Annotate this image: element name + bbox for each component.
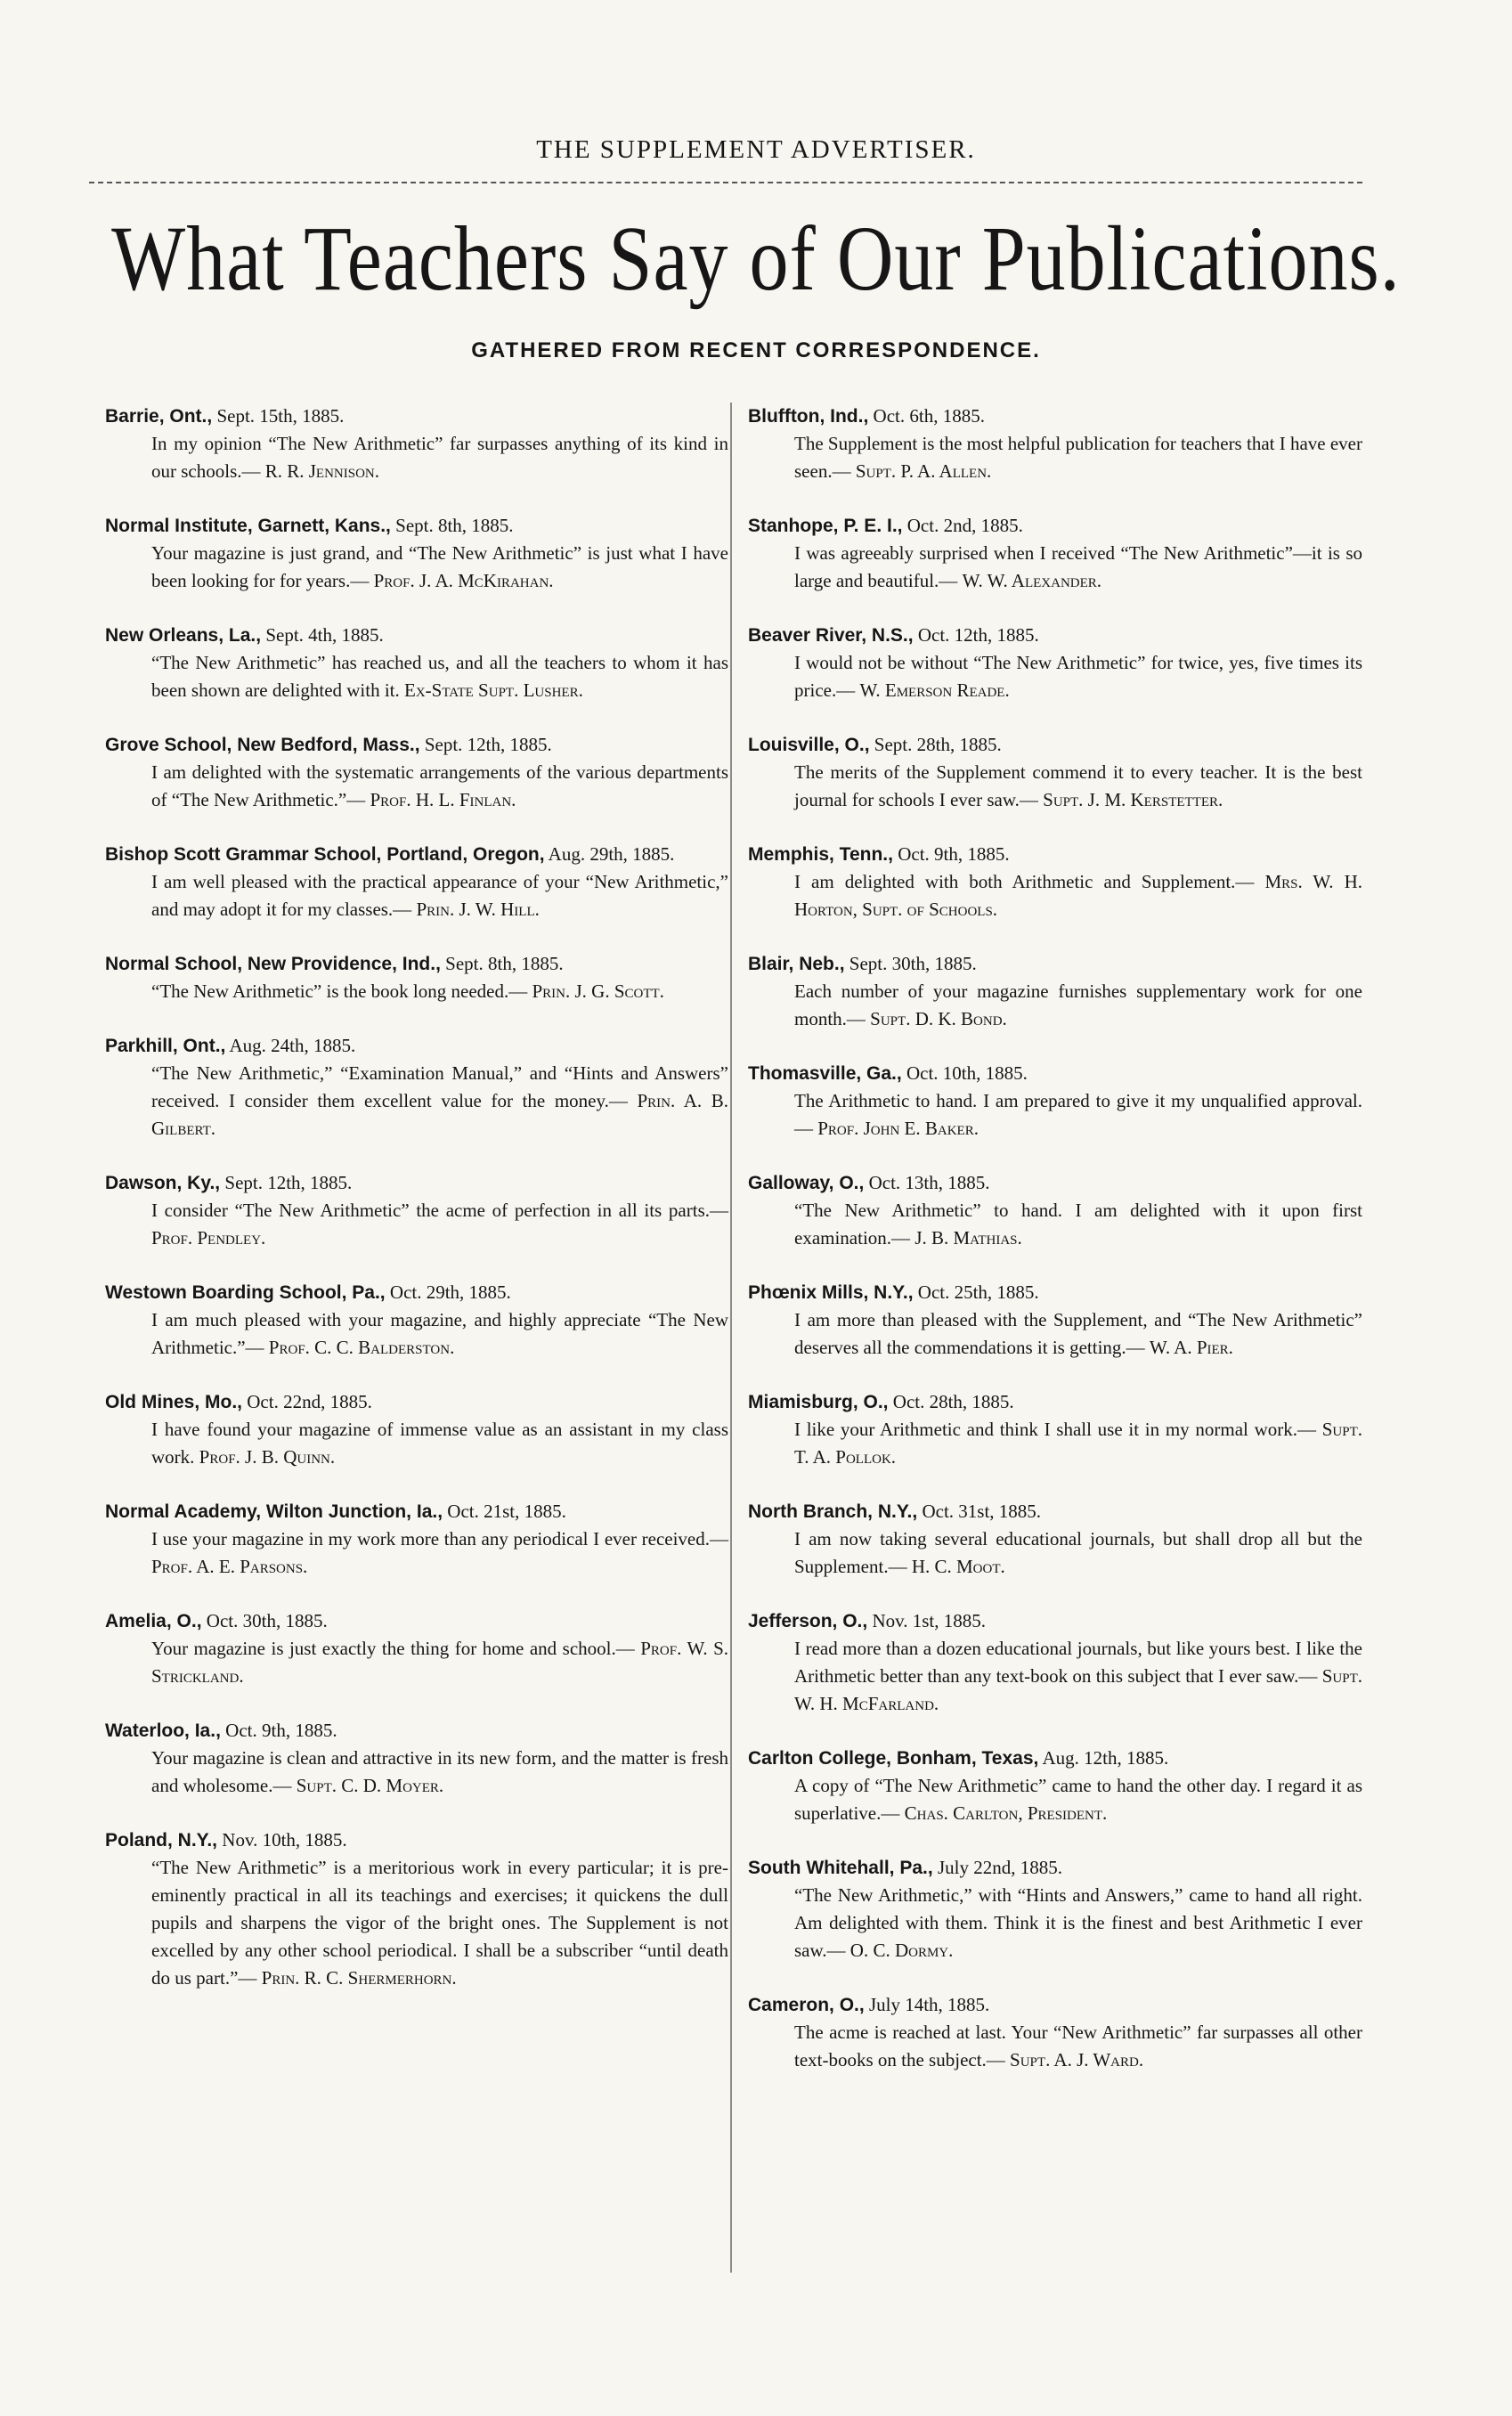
testimonial-signature: Prof. W. S. Strickland.: [151, 1638, 729, 1687]
testimonial-text: I am much pleased with your magazine, and highly appreciate “The New Arithmetic.”—: [151, 1309, 728, 1358]
testimonial-entry: [105, 1717, 728, 1800]
testimonial-heading: [748, 403, 1362, 430]
testimonial-heading: [105, 403, 728, 430]
testimonial-place: Bishop Scott Grammar School, Portland, Oregon,: [105, 844, 545, 865]
testimonial-heading: [105, 1032, 728, 1060]
testimonial-body: [151, 1635, 728, 1690]
testimonial-entry: [105, 1169, 728, 1252]
testimonial-body: [151, 1525, 728, 1581]
testimonial-body: [794, 1525, 1362, 1581]
testimonial-date: Oct. 25th, 1885.: [917, 1281, 1039, 1303]
testimonial-heading: [748, 1169, 1362, 1197]
testimonial-heading: [105, 512, 728, 540]
testimonial-text: I use your magazine in my work more than any periodical I ever received.—: [151, 1528, 728, 1550]
testimonial-place: Barrie, Ont.,: [105, 406, 213, 427]
testimonial-entry: [748, 1498, 1362, 1581]
testimonial-signature: Prof. C. C. Balderston.: [268, 1337, 455, 1358]
testimonial-text: In my opinion “The New Arithmetic” far surpasses anything of its kind in our schools.—: [151, 433, 728, 482]
testimonial-place: Westown Boarding School, Pa.,: [105, 1282, 386, 1303]
testimonial-heading: [105, 1607, 728, 1635]
testimonial-date: Oct. 12th, 1885.: [917, 624, 1039, 646]
testimonial-entry: [748, 1169, 1362, 1252]
testimonial-signature: O. C. Dormy.: [849, 1940, 954, 1961]
testimonial-entry: [105, 622, 728, 704]
testimonial-text: “The New Arithmetic” is the book long needed.—: [151, 980, 528, 1002]
testimonial-text: “The New Arithmetic” has reached us, and all the teachers to whom it has been shown are delighted with it.: [151, 652, 728, 701]
testimonial-signature: Supt. A. J. Ward.: [1010, 2049, 1144, 2070]
testimonial-entry: [748, 1854, 1362, 1965]
testimonial-body: [794, 759, 1362, 814]
testimonial-place: Cameron, O.,: [748, 1995, 865, 2015]
left-column: [105, 403, 728, 2019]
testimonial-body: [794, 978, 1362, 1033]
testimonial-signature: W. W. Alexander.: [962, 570, 1102, 591]
testimonial-date: July 14th, 1885.: [868, 1994, 990, 2015]
testimonial-place: Phœnix Mills, N.Y.,: [748, 1282, 914, 1303]
testimonial-text: A copy of “The New Arithmetic” came to hand the other day. I regard it as superlative.—: [794, 1775, 1362, 1824]
testimonial-place: Normal Institute, Garnett, Kans.,: [105, 516, 391, 536]
testimonial-entry: [105, 403, 728, 485]
testimonial-date: Oct. 13th, 1885.: [868, 1172, 990, 1193]
testimonial-place: Normal School, New Providence, Ind.,: [105, 954, 441, 974]
testimonial-place: North Branch, N.Y.,: [748, 1501, 918, 1522]
testimonial-text: “The New Arithmetic” is a meritorious work in every particular; it is pre-eminently practical in all its teachings and exercises; it quickens the dull pupils and sharpens the vigor of the bright ones. The Supplement is not excelled by any other school periodical. I shall be a subscriber “until death do us part.”—: [151, 1857, 728, 1989]
testimonial-body: [151, 978, 728, 1005]
testimonial-text: I am now taking several educational journals, but shall drop all but the Supplement.—: [794, 1528, 1362, 1577]
testimonial-date: Sept. 12th, 1885.: [224, 1172, 353, 1193]
testimonial-signature: Prin. J. G. Scott.: [532, 980, 664, 1002]
testimonial-signature: J. B. Mathias.: [915, 1227, 1022, 1249]
testimonial-body: [794, 1306, 1362, 1362]
testimonial-signature: Prof. J. B. Quinn.: [199, 1446, 336, 1468]
testimonial-text: “The New Arithmetic” to hand. I am delighted with it upon first examination.—: [794, 1200, 1362, 1249]
testimonial-body: [794, 540, 1362, 595]
testimonial-entry: [748, 1991, 1362, 2074]
testimonial-place: Jefferson, O.,: [748, 1611, 868, 1631]
column-divider: [730, 403, 732, 2273]
testimonial-place: Parkhill, Ont.,: [105, 1036, 226, 1056]
testimonial-date: Sept. 30th, 1885.: [849, 953, 977, 974]
testimonial-date: Oct. 30th, 1885.: [206, 1610, 328, 1631]
testimonial-text: I am delighted with the systematic arrangements of the various departments of “The New Arithmetic.”—: [151, 761, 728, 810]
right-column: [748, 403, 1362, 2101]
testimonial-heading: [105, 1826, 728, 1854]
testimonial-signature: Supt. P. A. Allen.: [855, 460, 992, 482]
testimonial-date: Sept. 8th, 1885.: [445, 953, 564, 974]
testimonial-entry: [105, 1388, 728, 1471]
testimonial-text: The Arithmetic to hand. I am prepared to give it my unqualified approval.—: [794, 1090, 1362, 1139]
testimonial-entry: [105, 1032, 728, 1143]
testimonial-date: Oct. 10th, 1885.: [906, 1062, 1028, 1084]
testimonial-body: [151, 1197, 728, 1252]
testimonial-place: Miamisburg, O.,: [748, 1392, 889, 1412]
testimonial-entry: [748, 1745, 1362, 1827]
testimonial-body: [151, 868, 728, 923]
testimonial-signature: R. R. Jennison.: [264, 460, 380, 482]
running-head: THE SUPPLEMENT ADVERTISER.: [536, 135, 976, 164]
header-rule: [89, 182, 1362, 183]
testimonial-heading: [105, 1169, 728, 1197]
testimonial-body: [151, 1745, 728, 1800]
testimonial-place: Stanhope, P. E. I.,: [748, 516, 903, 536]
testimonial-heading: [105, 841, 728, 868]
testimonial-date: Nov. 10th, 1885.: [222, 1829, 347, 1851]
testimonial-body: [151, 1060, 728, 1143]
testimonial-signature: Supt. D. K. Bond.: [870, 1008, 1007, 1029]
testimonial-signature: W. Emerson Reade.: [859, 679, 1010, 701]
testimonial-entry: [748, 841, 1362, 923]
testimonial-date: Sept. 28th, 1885.: [874, 734, 1002, 755]
testimonial-signature: Prof. Pendley.: [151, 1227, 266, 1249]
testimonial-signature: Supt. C. D. Moyer.: [296, 1775, 444, 1796]
testimonial-body: [794, 2019, 1362, 2074]
testimonial-entry: [105, 1498, 728, 1581]
testimonial-signature: Prof. J. A. McKirahan.: [373, 570, 554, 591]
testimonial-date: Sept. 8th, 1885.: [395, 515, 514, 536]
testimonial-signature: Chas. Carlton, President.: [904, 1802, 1108, 1824]
testimonial-body: [794, 1772, 1362, 1827]
testimonial-place: Bluffton, Ind.,: [748, 406, 869, 427]
testimonial-signature: W. A. Pier.: [1149, 1337, 1233, 1358]
testimonial-date: Oct. 9th, 1885.: [225, 1720, 337, 1741]
testimonial-body: [794, 1197, 1362, 1252]
testimonial-place: Beaver River, N.S.,: [748, 625, 914, 646]
testimonial-text: I am more than pleased with the Supplement, and “The New Arithmetic” deserves all the commendations it is getting.—: [794, 1309, 1362, 1358]
testimonial-place: Carlton College, Bonham, Texas,: [748, 1748, 1039, 1769]
testimonial-entry: [105, 1607, 728, 1690]
testimonial-signature: Prof. A. E. Parsons.: [151, 1556, 308, 1577]
testimonial-heading: [748, 841, 1362, 868]
testimonial-place: New Orleans, La.,: [105, 625, 262, 646]
testimonial-entry: [105, 1279, 728, 1362]
testimonial-date: Aug. 12th, 1885.: [1042, 1747, 1169, 1769]
testimonial-heading: [748, 622, 1362, 649]
testimonial-signature: Supt. T. A. Pollok.: [794, 1419, 1362, 1468]
testimonial-date: Aug. 24th, 1885.: [229, 1035, 356, 1056]
testimonial-text: I consider “The New Arithmetic” the acme of perfection in all its parts.—: [151, 1200, 728, 1221]
testimonial-heading: [748, 950, 1362, 978]
testimonial-place: Grove School, New Bedford, Mass.,: [105, 735, 420, 755]
testimonial-place: Normal Academy, Wilton Junction, Ia.,: [105, 1501, 443, 1522]
testimonial-entry: [748, 1607, 1362, 1718]
testimonial-body: [794, 1635, 1362, 1718]
testimonial-heading: [105, 731, 728, 759]
testimonial-place: Waterloo, Ia.,: [105, 1720, 221, 1741]
testimonial-date: Oct. 28th, 1885.: [892, 1391, 1014, 1412]
testimonial-heading: [105, 1388, 728, 1416]
testimonial-heading: [105, 1279, 728, 1306]
testimonial-place: Thomasville, Ga.,: [748, 1063, 902, 1084]
testimonial-date: Oct. 31st, 1885.: [922, 1501, 1042, 1522]
testimonial-signature: Prin. A. B. Gilbert.: [151, 1090, 729, 1139]
testimonial-signature: Prof. John E. Baker.: [817, 1118, 979, 1139]
testimonial-heading: [105, 1498, 728, 1525]
testimonial-place: Memphis, Tenn.,: [748, 844, 893, 865]
testimonial-heading: [748, 1388, 1362, 1416]
testimonial-text: The merits of the Supplement commend it to every teacher. It is the best journal for schools I ever saw.—: [794, 761, 1362, 810]
testimonial-entry: [748, 950, 1362, 1033]
testimonial-date: Sept. 12th, 1885.: [424, 734, 552, 755]
testimonial-body: [794, 649, 1362, 704]
testimonial-text: The Supplement is the most helpful publication for teachers that I have ever seen.—: [794, 433, 1362, 482]
testimonial-signature: Mrs. W. H. Horton, Supt. of Schools.: [794, 871, 1363, 920]
testimonial-date: July 22nd, 1885.: [937, 1857, 1062, 1878]
testimonial-body: [151, 1306, 728, 1362]
testimonial-body: [151, 759, 728, 814]
testimonial-heading: [105, 1717, 728, 1745]
testimonial-entry: [748, 512, 1362, 595]
testimonial-text: The acme is reached at last. Your “New Arithmetic” far surpasses all other text-books on the subject.—: [794, 2021, 1362, 2070]
testimonial-text: “The New Arithmetic,” “Examination Manual,” and “Hints and Answers” received. I consider them excellent value for the money.—: [151, 1062, 728, 1111]
testimonial-body: [151, 1416, 728, 1471]
page-subtitle: GATHERED FROM RECENT CORRESPONDENCE.: [471, 338, 1041, 362]
testimonial-entry: [105, 1826, 728, 1992]
testimonial-date: Sept. 4th, 1885.: [265, 624, 384, 646]
testimonial-place: Louisville, O.,: [748, 735, 870, 755]
testimonial-text: I am delighted with both Arithmetic and Supplement.—: [794, 871, 1255, 892]
testimonial-heading: [748, 1060, 1362, 1087]
testimonial-heading: [748, 1607, 1362, 1635]
testimonial-text: Your magazine is clean and attractive in its new form, and the matter is fresh and wholesome.—: [151, 1747, 728, 1796]
page-title: What Teachers Say of Our Publications.: [111, 208, 1401, 311]
testimonial-heading: [748, 1279, 1362, 1306]
testimonial-entry: [748, 731, 1362, 814]
testimonial-entry: [105, 512, 728, 595]
testimonial-date: Oct. 29th, 1885.: [389, 1281, 511, 1303]
testimonial-entry: [105, 841, 728, 923]
testimonial-signature: Prof. H. L. Finlan.: [370, 789, 516, 810]
testimonial-text: Your magazine is just exactly the thing for home and school.—: [151, 1638, 635, 1659]
testimonial-body: [794, 430, 1362, 485]
testimonial-date: Oct. 6th, 1885.: [873, 405, 985, 427]
testimonial-place: South Whitehall, Pa.,: [748, 1858, 933, 1878]
testimonial-heading: [105, 622, 728, 649]
testimonial-signature: H. C. Moot.: [911, 1556, 1005, 1577]
testimonial-place: Dawson, Ky.,: [105, 1173, 221, 1193]
testimonial-date: Oct. 2nd, 1885.: [906, 515, 1023, 536]
testimonial-text: I like your Arithmetic and think I shall use it in my normal work.—: [794, 1419, 1316, 1440]
testimonial-text: I would not be without “The New Arithmetic” for twice, yes, five times its price.—: [794, 652, 1362, 701]
testimonial-heading: [748, 512, 1362, 540]
testimonial-heading: [105, 950, 728, 978]
testimonial-entry: [105, 731, 728, 814]
testimonial-heading: [748, 1745, 1362, 1772]
testimonial-text: I have found your magazine of immense value as an assistant in my class work.: [151, 1419, 728, 1468]
testimonial-place: Galloway, O.,: [748, 1173, 865, 1193]
testimonial-signature: Ex-State Supt. Lusher.: [404, 679, 583, 701]
testimonial-date: Nov. 1st, 1885.: [872, 1610, 987, 1631]
testimonial-body: [151, 430, 728, 485]
testimonial-text: I was agreeably surprised when I received “The New Arithmetic”—it is so large and beautiful.—: [794, 542, 1362, 591]
testimonial-signature: Supt. W. H. McFarland.: [794, 1665, 1362, 1714]
testimonial-date: Oct. 22nd, 1885.: [247, 1391, 372, 1412]
testimonial-entry: [748, 622, 1362, 704]
testimonial-text: Your magazine is just grand, and “The New Arithmetic” is just what I have been looking for for years.—: [151, 542, 728, 591]
testimonial-signature: Prin. J. W. Hill.: [416, 899, 540, 920]
testimonial-body: [794, 1416, 1362, 1471]
testimonial-place: Poland, N.Y.,: [105, 1830, 218, 1851]
testimonial-body: [151, 649, 728, 704]
testimonial-heading: [748, 731, 1362, 759]
testimonial-entry: [748, 1060, 1362, 1143]
testimonial-place: Amelia, O.,: [105, 1611, 202, 1631]
testimonial-heading: [748, 1854, 1362, 1882]
testimonial-entry: [748, 403, 1362, 485]
testimonial-text: I am well pleased with the practical appearance of your “New Arithmetic,” and may adopt it for my classes.—: [151, 871, 728, 920]
testimonial-entry: [748, 1388, 1362, 1471]
testimonial-place: Blair, Neb.,: [748, 954, 845, 974]
testimonial-text: Each number of your magazine furnishes supplementary work for one month.—: [794, 980, 1362, 1029]
testimonial-heading: [748, 1991, 1362, 2019]
testimonial-body: [151, 540, 728, 595]
testimonial-date: Oct. 21st, 1885.: [447, 1501, 566, 1522]
testimonial-signature: Supt. J. M. Kerstetter.: [1043, 789, 1223, 810]
testimonial-entry: [748, 1279, 1362, 1362]
testimonial-text: I read more than a dozen educational journals, but like yours best. I like the Arithmetic better than any text-book on this subject that I ever saw.—: [794, 1638, 1362, 1687]
testimonial-date: Oct. 9th, 1885.: [898, 843, 1010, 865]
testimonial-entry: [105, 950, 728, 1005]
testimonial-date: Sept. 15th, 1885.: [216, 405, 345, 427]
testimonial-signature: Prin. R. C. Shermerhorn.: [261, 1967, 457, 1989]
testimonial-body: [794, 1882, 1362, 1965]
testimonial-body: [151, 1854, 728, 1992]
testimonial-heading: [748, 1498, 1362, 1525]
testimonial-text: “The New Arithmetic,” with “Hints and Answers,” came to hand all right. Am delighted with them. Think it is the finest and best Arithmetic I ever saw.—: [794, 1884, 1362, 1961]
testimonial-body: [794, 1087, 1362, 1143]
testimonial-date: Aug. 29th, 1885.: [548, 843, 675, 865]
testimonial-body: [794, 868, 1362, 923]
testimonial-place: Old Mines, Mo.,: [105, 1392, 243, 1412]
